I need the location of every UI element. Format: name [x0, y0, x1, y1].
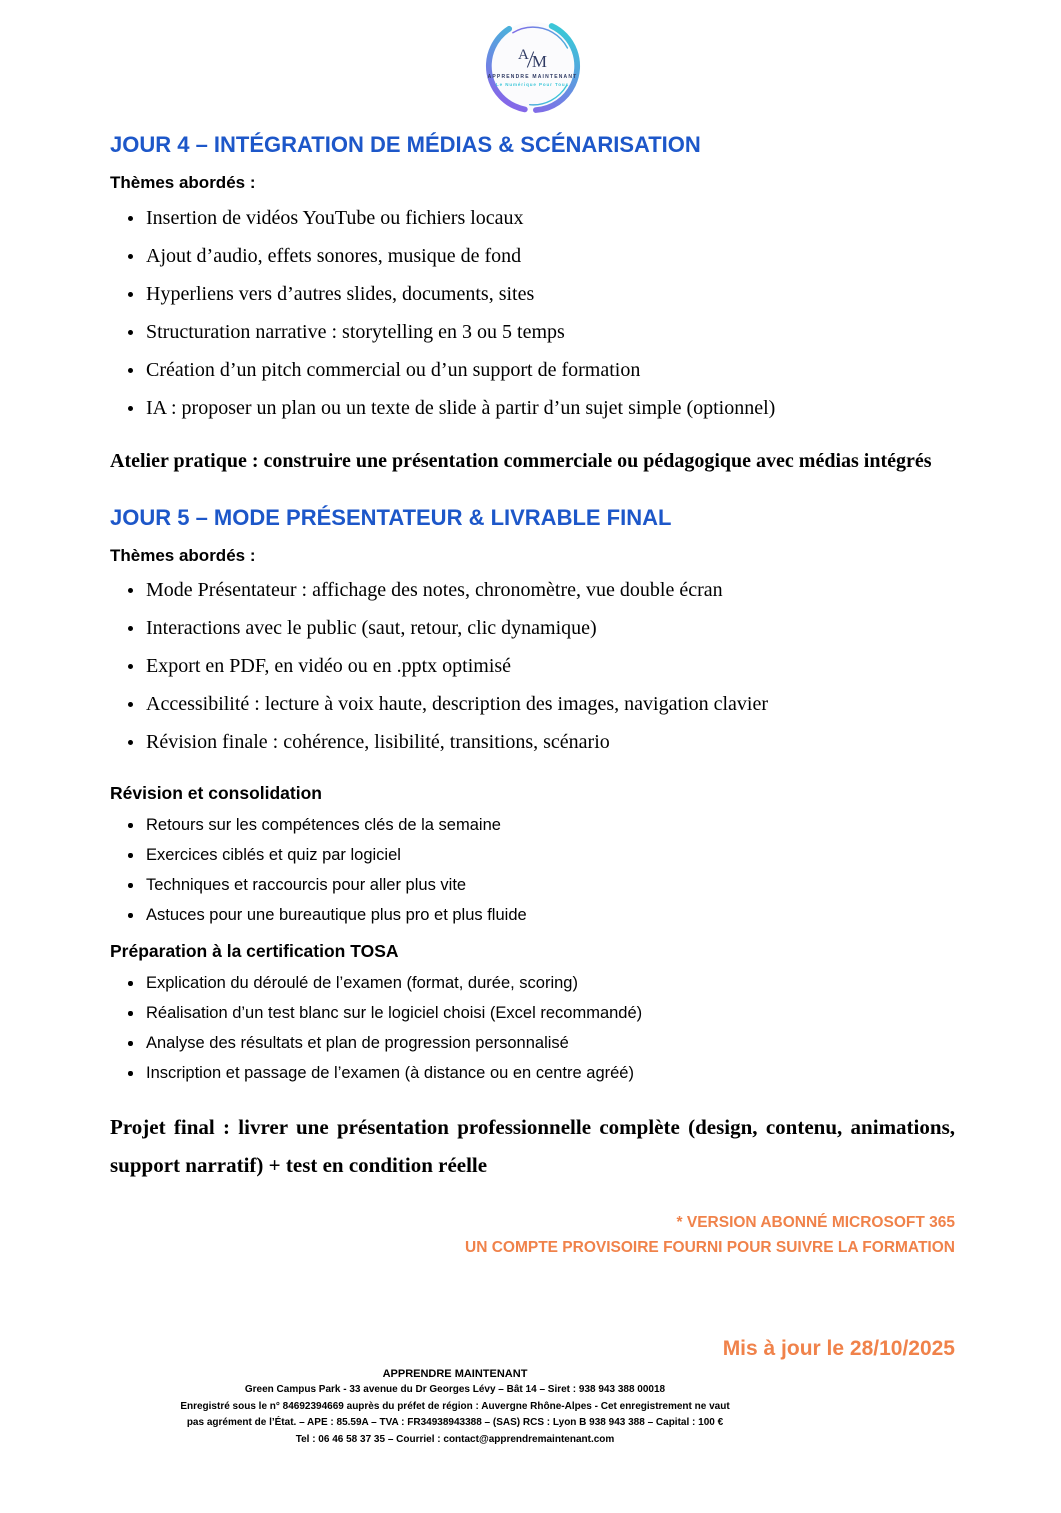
jour4-theme-item: Ajout d’audio, effets sonores, musique de fond — [110, 245, 955, 267]
updated-date: Mis à jour le 28/10/2025 — [722, 1337, 955, 1361]
revision-heading: Révision et consolidation — [110, 783, 322, 804]
jour5-theme-item: Révision finale : cohérence, lisibilité, transitions, scénario — [110, 731, 955, 753]
tosa-item: Analyse des résultats et plan de progression personnalisé — [110, 1033, 955, 1053]
revision-item: Retours sur les compétences clés de la semaine — [110, 815, 955, 835]
tosa-heading: Préparation à la certification TOSA — [110, 941, 399, 962]
footer-line: pas agrément de l’État. – APE : 85.59A – TVA : FR34938943388 – (SAS) RCS : Lyon B 938 943 388 – Capital : 100 € — [186, 1417, 724, 1429]
version-note — [110, 1210, 955, 1260]
tosa-item: Explication du déroulé de l’examen (format, durée, scoring) — [110, 973, 955, 993]
jour4-themes-label: Thèmes abordés : — [110, 173, 256, 193]
monogram-letter-a: A — [518, 47, 529, 64]
jour4-atelier-note: Atelier pratique : construire une présentation commerciale ou pédagogique avec médias intégrés — [110, 449, 932, 472]
footer-line: Tel : 06 46 58 37 35 – Courriel : contact@apprendremaintenant.com — [295, 1433, 615, 1445]
jour5-theme-item: Accessibilité : lecture à voix haute, description des images, navigation clavier — [110, 693, 955, 715]
version-note-line2: UN COMPTE PROVISOIRE FOURNI POUR SUIVRE LA FORMATION — [465, 1239, 955, 1257]
revision-item: Techniques et raccourcis pour aller plus vite — [110, 875, 955, 895]
document-page — [0, 13, 1061, 1448]
jour4-theme-item: Hyperliens vers d’autres slides, documents, sites — [110, 283, 955, 305]
jour4-heading: JOUR 4 – INTÉGRATION DE MÉDIAS & SCÉNARISATION — [110, 132, 701, 157]
page-footer — [110, 1367, 800, 1448]
jour5-theme-item: Mode Présentateur : affichage des notes, chronomètre, vue double écran — [110, 579, 955, 601]
footer-legal-lines — [110, 1382, 800, 1448]
jour4-theme-item: Insertion de vidéos YouTube ou fichiers locaux — [110, 207, 955, 229]
jour5-theme-item: Export en PDF, en vidéo ou en .pptx optimisé — [110, 655, 955, 677]
tosa-list — [110, 973, 955, 1093]
logo-inner — [480, 13, 586, 119]
revision-item: Exercices ciblés et quiz par logiciel — [110, 845, 955, 865]
logo-company-name: APPRENDRE MAINTENANT — [487, 73, 578, 80]
tosa-item: Inscription et passage de l’examen (à distance ou en centre agréé) — [110, 1063, 955, 1083]
jour5-theme-item: Interactions avec le public (saut, retour, clic dynamique) — [110, 617, 955, 639]
footer-line: Green Campus Park - 33 avenue du Dr Georges Lévy – Bât 14 – Siret : 938 943 388 00018 — [244, 1384, 666, 1396]
jour4-theme-item: IA : proposer un plan ou un texte de slide à partir d’un sujet simple (optionnel) — [110, 397, 955, 419]
tosa-item: Réalisation d’un test blanc sur le logiciel choisi (Excel recommandé) — [110, 1003, 955, 1023]
jour4-theme-item: Structuration narrative : storytelling en 3 ou 5 temps — [110, 321, 955, 343]
revision-list — [110, 815, 955, 935]
footer-line: Enregistré sous le n° 84692394669 auprès du préfet de région : Auvergne Rhône-Alpes - Cet enregistrement ne vaut — [180, 1400, 730, 1412]
logo-monogram — [518, 47, 547, 72]
logo-tagline: Le Numérique Pour Tous — [496, 81, 569, 87]
jour4-theme-item: Création d’un pitch commercial ou d’un support de formation — [110, 359, 955, 381]
jour5-themes-list — [110, 579, 955, 769]
jour5-themes-label: Thèmes abordés : — [110, 545, 256, 565]
footer-company-name: APPRENDRE MAINTENANT — [382, 1368, 528, 1381]
projet-final-note: Projet final : livrer une présentation professionnelle complète (design, contenu, animations, support narratif) + test en condition réelle — [110, 1115, 955, 1178]
version-note-line1: * VERSION ABONNÉ MICROSOFT 365 — [676, 1214, 955, 1232]
company-logo — [480, 13, 586, 119]
jour5-heading: JOUR 5 – MODE PRÉSENTATEUR & LIVRABLE FINAL — [110, 504, 672, 530]
jour4-themes-list — [110, 207, 955, 435]
revision-item: Astuces pour une bureautique plus pro et plus fluide — [110, 905, 955, 925]
monogram-letter-m: M — [531, 52, 547, 72]
